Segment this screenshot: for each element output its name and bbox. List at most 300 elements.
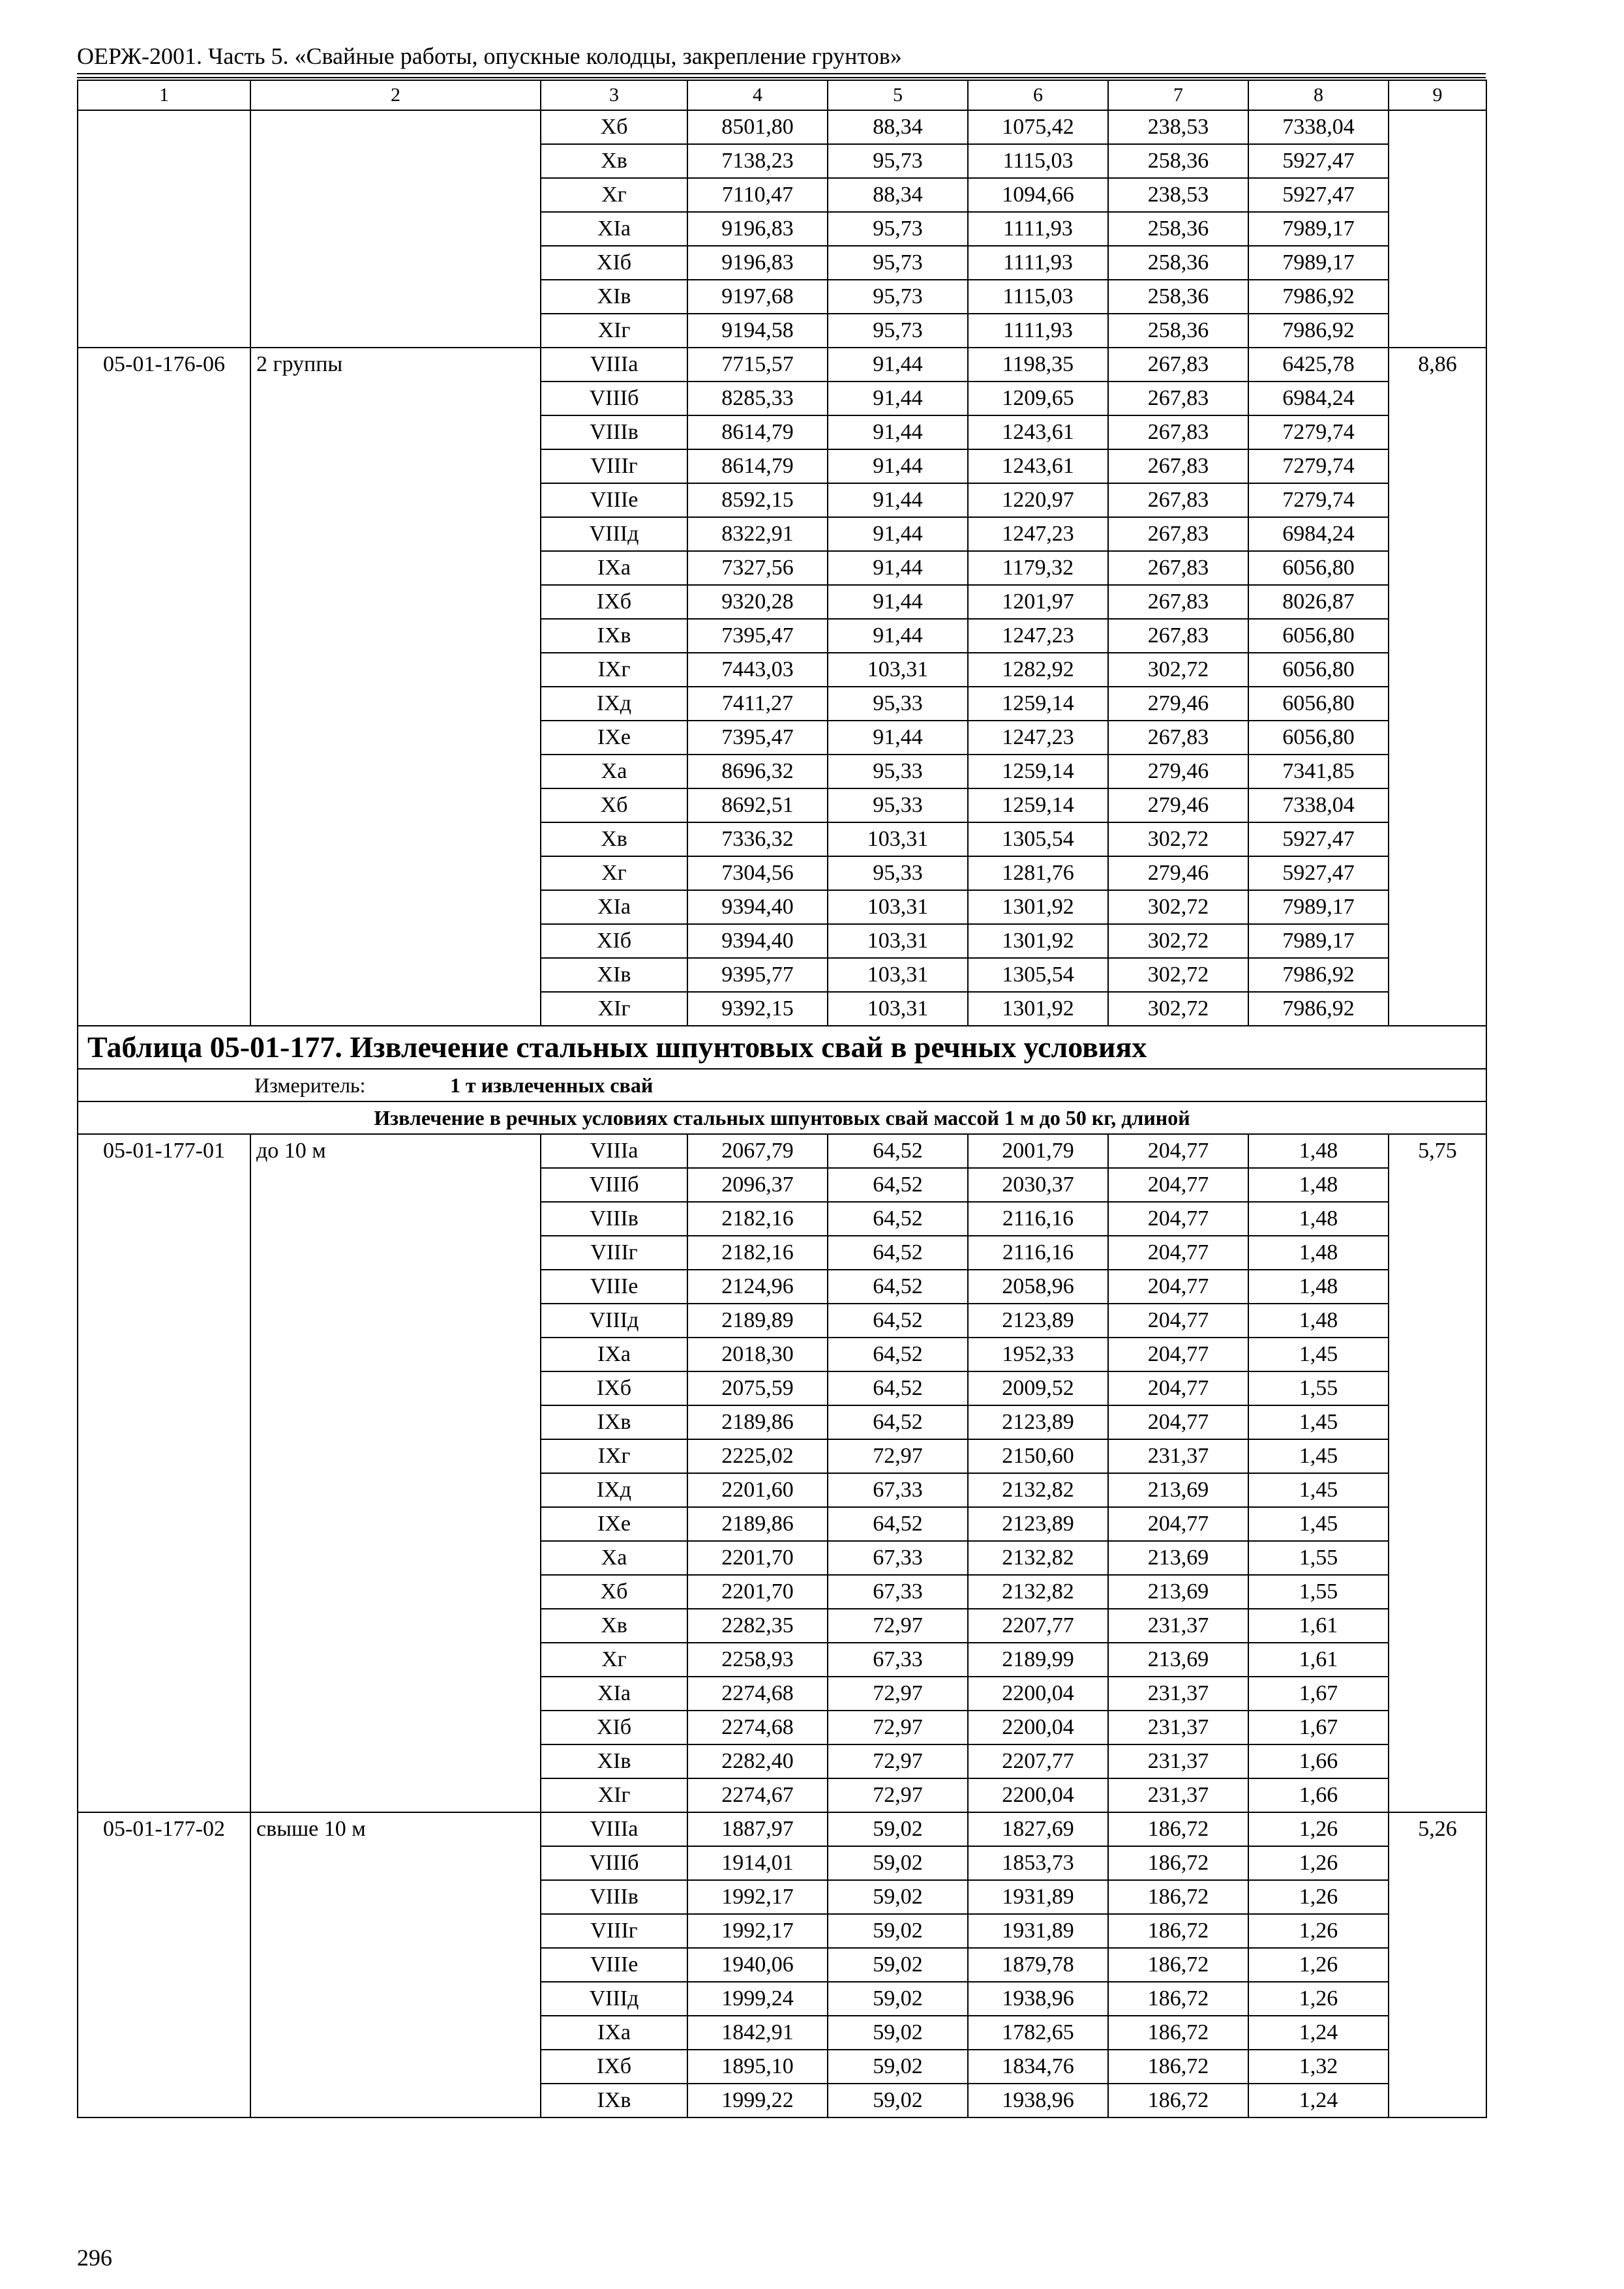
table-cell: XIв: [541, 280, 687, 314]
table-cell: 64,52: [828, 1371, 968, 1405]
table-cell: 6056,80: [1248, 619, 1389, 653]
table-cell: 1,55: [1248, 1541, 1389, 1575]
table-cell: 8614,79: [687, 415, 828, 449]
section-title: Извлечение в речных условиях стальных шпунтовых свай массой 1 м до 50 кг, длиной: [78, 1101, 1486, 1134]
table-cell: 2124,96: [687, 1270, 828, 1304]
table-cell: 1201,97: [968, 585, 1108, 619]
table-cell: 88,34: [828, 110, 968, 144]
table-cell: 7443,03: [687, 653, 828, 687]
table-cell: 1914,01: [687, 1846, 828, 1880]
table-cell: VIIIе: [541, 1948, 687, 1982]
table-cell: 67,33: [828, 1643, 968, 1677]
table-cell: 1,48: [1248, 1236, 1389, 1270]
table-cell: 9196,83: [687, 212, 828, 246]
table-cell: 7989,17: [1248, 890, 1389, 924]
table-cell: 2123,89: [968, 1507, 1108, 1541]
table-cell: 64,52: [828, 1168, 968, 1202]
table-cell: VIIIд: [541, 1304, 687, 1338]
table-cell: 64,52: [828, 1507, 968, 1541]
table-cell: 64,52: [828, 1134, 968, 1168]
table-cell: 64,52: [828, 1304, 968, 1338]
table-cell: 1,67: [1248, 1677, 1389, 1711]
table-cell: 1115,03: [968, 144, 1108, 178]
table-cell: 72,97: [828, 1439, 968, 1473]
table-cell: VIIIв: [541, 1880, 687, 1914]
table-cell: VIIIа: [541, 1812, 687, 1846]
table-cell: Xа: [541, 755, 687, 788]
table-cell: IXа: [541, 1338, 687, 1371]
table-cell: IXб: [541, 2050, 687, 2084]
table-cell: 2009,52: [968, 1371, 1108, 1405]
table-row: [78, 110, 1486, 144]
table-cell: IXе: [541, 721, 687, 755]
table-cell: 91,44: [828, 415, 968, 449]
table-cell: 95,73: [828, 280, 968, 314]
table-cell: 67,33: [828, 1541, 968, 1575]
work-name: [250, 110, 541, 348]
table-cell: 1842,91: [687, 2016, 828, 2050]
table-cell: 231,37: [1108, 1711, 1248, 1744]
table-cell: 1,24: [1248, 2016, 1389, 2050]
table-cell: Xв: [541, 822, 687, 856]
table-cell: 8592,15: [687, 483, 828, 517]
table-cell: VIIIб: [541, 1168, 687, 1202]
table-cell: Xв: [541, 1609, 687, 1643]
table-cell: Xг: [541, 178, 687, 212]
table-cell: 1,45: [1248, 1439, 1389, 1473]
table-cell: 2075,59: [687, 1371, 828, 1405]
column-number: 7: [1108, 80, 1248, 110]
table-cell: 103,31: [828, 924, 968, 958]
rates-table: [77, 80, 1487, 2118]
table-cell: 59,02: [828, 1880, 968, 1914]
labor-value: 5,26: [1389, 1812, 1486, 2117]
measure-value: 1 т извлеченных свай: [450, 1073, 654, 1097]
table-cell: 9320,28: [687, 585, 828, 619]
table-cell: 1940,06: [687, 1948, 828, 1982]
table-cell: 267,83: [1108, 348, 1248, 382]
table-cell: 64,52: [828, 1338, 968, 1371]
table-cell: 213,69: [1108, 1643, 1248, 1677]
column-number: 2: [250, 80, 541, 110]
table-cell: 7989,17: [1248, 924, 1389, 958]
table-cell: 6984,24: [1248, 517, 1389, 551]
table-cell: IXа: [541, 2016, 687, 2050]
table-cell: 1999,22: [687, 2084, 828, 2117]
table-cell: 91,44: [828, 483, 968, 517]
table-cell: 5927,47: [1248, 822, 1389, 856]
table-cell: 204,77: [1108, 1304, 1248, 1338]
table-cell: XIб: [541, 924, 687, 958]
table-cell: 302,72: [1108, 822, 1248, 856]
table-cell: 2116,16: [968, 1202, 1108, 1236]
table-cell: 72,97: [828, 1744, 968, 1778]
table-cell: VIIIв: [541, 1202, 687, 1236]
table-cell: 1094,66: [968, 178, 1108, 212]
table-cell: 213,69: [1108, 1575, 1248, 1609]
table-caption: Таблица 05-01-177. Извлечение стальных шпунтовых свай в речных условиях: [78, 1026, 1486, 1069]
table-cell: 2225,02: [687, 1439, 828, 1473]
table-cell: IXв: [541, 1405, 687, 1439]
table-cell: 2182,16: [687, 1236, 828, 1270]
table-cell: 1782,65: [968, 2016, 1108, 2050]
table-cell: 1,24: [1248, 2084, 1389, 2117]
table-cell: Xа: [541, 1541, 687, 1575]
table-cell: 302,72: [1108, 890, 1248, 924]
measure-label: Измеритель:: [254, 1073, 366, 1097]
table-cell: 72,97: [828, 1609, 968, 1643]
table-cell: XIб: [541, 246, 687, 280]
table-cell: 1259,14: [968, 687, 1108, 721]
table-cell: 2258,93: [687, 1643, 828, 1677]
table-cell: 59,02: [828, 2050, 968, 2084]
table-cell: 279,46: [1108, 687, 1248, 721]
table-cell: 2200,04: [968, 1778, 1108, 1812]
table-cell: 1115,03: [968, 280, 1108, 314]
table-cell: 8501,80: [687, 110, 828, 144]
table-cell: IXг: [541, 1439, 687, 1473]
table-cell: 2001,79: [968, 1134, 1108, 1168]
table-cell: 204,77: [1108, 1202, 1248, 1236]
labor-value: [1389, 110, 1486, 348]
table-cell: 1247,23: [968, 517, 1108, 551]
table-cell: 2182,16: [687, 1202, 828, 1236]
table-cell: 1,45: [1248, 1473, 1389, 1507]
rate-code: 05-01-177-01: [78, 1134, 250, 1812]
table-cell: Xг: [541, 856, 687, 890]
table-cell: 2207,77: [968, 1744, 1108, 1778]
table-cell: 231,37: [1108, 1744, 1248, 1778]
table-cell: 258,36: [1108, 144, 1248, 178]
table-cell: 267,83: [1108, 415, 1248, 449]
table-cell: 7338,04: [1248, 788, 1389, 822]
table-cell: 1,48: [1248, 1202, 1389, 1236]
table-cell: 1,45: [1248, 1338, 1389, 1371]
table-row: [78, 348, 1486, 382]
table-cell: 2189,99: [968, 1643, 1108, 1677]
column-number: 8: [1248, 80, 1389, 110]
table-cell: 231,37: [1108, 1439, 1248, 1473]
table-cell: 1931,89: [968, 1880, 1108, 1914]
table-cell: 2123,89: [968, 1304, 1108, 1338]
table-cell: 95,73: [828, 314, 968, 348]
table-cell: 1,26: [1248, 1812, 1389, 1846]
table-cell: 91,44: [828, 721, 968, 755]
table-cell: 1220,97: [968, 483, 1108, 517]
table-cell: 9395,77: [687, 958, 828, 992]
table-cell: 1992,17: [687, 1914, 828, 1948]
table-cell: 59,02: [828, 1846, 968, 1880]
table-cell: 204,77: [1108, 1371, 1248, 1405]
table-cell: 72,97: [828, 1711, 968, 1744]
table-cell: 7327,56: [687, 551, 828, 585]
table-cell: 1111,93: [968, 212, 1108, 246]
table-cell: 1,61: [1248, 1643, 1389, 1677]
table-cell: 103,31: [828, 822, 968, 856]
table-cell: 91,44: [828, 585, 968, 619]
table-cell: 302,72: [1108, 924, 1248, 958]
table-cell: XIв: [541, 958, 687, 992]
table-cell: 59,02: [828, 1812, 968, 1846]
table-cell: 258,36: [1108, 212, 1248, 246]
table-cell: 2207,77: [968, 1609, 1108, 1643]
table-cell: Xб: [541, 1575, 687, 1609]
table-cell: 2189,89: [687, 1304, 828, 1338]
table-cell: 2150,60: [968, 1439, 1108, 1473]
table-cell: 7986,92: [1248, 992, 1389, 1026]
table-cell: 1,45: [1248, 1405, 1389, 1439]
table-cell: 238,53: [1108, 110, 1248, 144]
table-cell: 7138,23: [687, 144, 828, 178]
table-cell: IXд: [541, 1473, 687, 1507]
table-cell: 91,44: [828, 619, 968, 653]
table-cell: IXб: [541, 585, 687, 619]
header-rule: [77, 73, 1486, 74]
table-cell: 186,72: [1108, 1846, 1248, 1880]
table-cell: 1281,76: [968, 856, 1108, 890]
column-number: 6: [968, 80, 1108, 110]
table-cell: 8614,79: [687, 449, 828, 483]
table-cell: 267,83: [1108, 517, 1248, 551]
table-cell: 2201,70: [687, 1541, 828, 1575]
table-cell: 1,48: [1248, 1304, 1389, 1338]
table-cell: 91,44: [828, 449, 968, 483]
table-cell: 1301,92: [968, 890, 1108, 924]
table-cell: 5927,47: [1248, 856, 1389, 890]
table-cell: 7304,56: [687, 856, 828, 890]
table-cell: 8285,33: [687, 382, 828, 415]
table-cell: 1,26: [1248, 1846, 1389, 1880]
table-cell: 186,72: [1108, 2050, 1248, 2084]
table-cell: 59,02: [828, 1914, 968, 1948]
table-cell: 1,66: [1248, 1744, 1389, 1778]
table-cell: 186,72: [1108, 2084, 1248, 2117]
table-cell: 302,72: [1108, 653, 1248, 687]
table-cell: 267,83: [1108, 551, 1248, 585]
table-cell: 267,83: [1108, 449, 1248, 483]
table-cell: 2096,37: [687, 1168, 828, 1202]
table-cell: 91,44: [828, 551, 968, 585]
table-cell: VIIIг: [541, 449, 687, 483]
table-cell: 2123,89: [968, 1405, 1108, 1439]
table-cell: VIIIг: [541, 1236, 687, 1270]
table-cell: 9392,15: [687, 992, 828, 1026]
table-cell: 1931,89: [968, 1914, 1108, 1948]
table-cell: 279,46: [1108, 856, 1248, 890]
table-cell: 204,77: [1108, 1134, 1248, 1168]
table-cell: 213,69: [1108, 1473, 1248, 1507]
table-cell: 2132,82: [968, 1541, 1108, 1575]
table-cell: 95,33: [828, 755, 968, 788]
table-cell: 1,48: [1248, 1168, 1389, 1202]
table-cell: 1282,92: [968, 653, 1108, 687]
work-name: до 10 м: [250, 1134, 541, 1812]
table-cell: 1111,93: [968, 246, 1108, 280]
table-cell: 2274,68: [687, 1677, 828, 1711]
table-cell: 267,83: [1108, 619, 1248, 653]
table-cell: 2030,37: [968, 1168, 1108, 1202]
table-cell: 7395,47: [687, 619, 828, 653]
table-cell: 9197,68: [687, 280, 828, 314]
table-cell: 95,33: [828, 687, 968, 721]
table-cell: 7986,92: [1248, 280, 1389, 314]
table-cell: 59,02: [828, 2016, 968, 2050]
running-header: ОЕРЖ-2001. Часть 5. «Свайные работы, опускные колодцы, закрепление грунтов»: [77, 43, 902, 69]
table-cell: 1,26: [1248, 1880, 1389, 1914]
table-cell: 1895,10: [687, 2050, 828, 2084]
table-cell: 1,32: [1248, 2050, 1389, 2084]
table-cell: 1247,23: [968, 721, 1108, 755]
table-cell: 6984,24: [1248, 382, 1389, 415]
table-cell: 1,48: [1248, 1134, 1389, 1168]
table-cell: 2018,30: [687, 1338, 828, 1371]
table-cell: 59,02: [828, 2084, 968, 2117]
table-cell: 9394,40: [687, 890, 828, 924]
column-number: 5: [828, 80, 968, 110]
table-cell: 186,72: [1108, 1812, 1248, 1846]
column-number: 1: [78, 80, 250, 110]
table-cell: 2132,82: [968, 1575, 1108, 1609]
table-cell: 1305,54: [968, 822, 1108, 856]
table-cell: 204,77: [1108, 1168, 1248, 1202]
table-cell: 2189,86: [687, 1507, 828, 1541]
table-cell: 258,36: [1108, 314, 1248, 348]
table-cell: 258,36: [1108, 246, 1248, 280]
table-cell: 186,72: [1108, 1914, 1248, 1948]
table-cell: Xб: [541, 110, 687, 144]
table-cell: 8322,91: [687, 517, 828, 551]
table-cell: VIIIд: [541, 517, 687, 551]
table-cell: 103,31: [828, 653, 968, 687]
table-cell: 8026,87: [1248, 585, 1389, 619]
table-cell: 1198,35: [968, 348, 1108, 382]
table-cell: 1209,65: [968, 382, 1108, 415]
labor-value: 5,75: [1389, 1134, 1486, 1812]
table-cell: 7279,74: [1248, 415, 1389, 449]
table-cell: 6425,78: [1248, 348, 1389, 382]
table-cell: 95,33: [828, 856, 968, 890]
table-cell: 1305,54: [968, 958, 1108, 992]
column-number: 3: [541, 80, 687, 110]
table-cell: IXб: [541, 1371, 687, 1405]
table-cell: 2282,35: [687, 1609, 828, 1643]
table-cell: 59,02: [828, 1948, 968, 1982]
table-cell: 8696,32: [687, 755, 828, 788]
table-row: [78, 1134, 1486, 1168]
table-cell: 7715,57: [687, 348, 828, 382]
table-cell: 72,97: [828, 1778, 968, 1812]
rate-code: [78, 110, 250, 348]
table-cell: 95,73: [828, 212, 968, 246]
table-cell: 95,73: [828, 144, 968, 178]
table-cell: 1879,78: [968, 1948, 1108, 1982]
labor-value: 8,86: [1389, 348, 1486, 1026]
table-cell: IXг: [541, 653, 687, 687]
rate-code: 05-01-176-06: [78, 348, 250, 1026]
table-cell: VIIIа: [541, 348, 687, 382]
table-cell: VIIIв: [541, 415, 687, 449]
table-cell: 91,44: [828, 382, 968, 415]
table-cell: VIIIа: [541, 1134, 687, 1168]
table-cell: XIб: [541, 1711, 687, 1744]
table-cell: 204,77: [1108, 1236, 1248, 1270]
table-cell: VIIIе: [541, 483, 687, 517]
table-cell: 204,77: [1108, 1270, 1248, 1304]
table-cell: 2201,60: [687, 1473, 828, 1507]
table-cell: 267,83: [1108, 483, 1248, 517]
table-cell: 1243,61: [968, 415, 1108, 449]
table-cell: 186,72: [1108, 1982, 1248, 2016]
table-cell: 186,72: [1108, 2016, 1248, 2050]
table-cell: 2282,40: [687, 1744, 828, 1778]
table-cell: 258,36: [1108, 280, 1248, 314]
table-cell: 7989,17: [1248, 246, 1389, 280]
table-cell: 9196,83: [687, 246, 828, 280]
table-cell: 95,73: [828, 246, 968, 280]
table-cell: 204,77: [1108, 1507, 1248, 1541]
table-cell: 7279,74: [1248, 483, 1389, 517]
table-cell: 1999,24: [687, 1982, 828, 2016]
table-cell: XIа: [541, 890, 687, 924]
table-cell: 238,53: [1108, 178, 1248, 212]
table-cell: 1179,32: [968, 551, 1108, 585]
table-cell: XIа: [541, 1677, 687, 1711]
table-cell: 231,37: [1108, 1677, 1248, 1711]
table-cell: XIг: [541, 314, 687, 348]
section-title-row: [78, 1101, 1486, 1134]
table-cell: 204,77: [1108, 1338, 1248, 1371]
table-cell: 103,31: [828, 890, 968, 924]
table-cell: 64,52: [828, 1270, 968, 1304]
table-cell: 6056,80: [1248, 551, 1389, 585]
table-cell: 231,37: [1108, 1778, 1248, 1812]
header-rule-double: [77, 77, 1486, 78]
table-cell: 1834,76: [968, 2050, 1108, 2084]
column-number-row: [78, 80, 1486, 110]
table-cell: 1938,96: [968, 2084, 1108, 2117]
table-cell: 1,67: [1248, 1711, 1389, 1744]
table-cell: 103,31: [828, 992, 968, 1026]
table-cell: 1075,42: [968, 110, 1108, 144]
table-cell: 64,52: [828, 1236, 968, 1270]
table-cell: 267,83: [1108, 585, 1248, 619]
table-cell: 2274,68: [687, 1711, 828, 1744]
table-cell: 6056,80: [1248, 653, 1389, 687]
table-cell: Xб: [541, 788, 687, 822]
table-cell: 6056,80: [1248, 721, 1389, 755]
table-cell: 2067,79: [687, 1134, 828, 1168]
table-cell: 1,26: [1248, 1914, 1389, 1948]
table-cell: 88,34: [828, 178, 968, 212]
table-cell: 1,55: [1248, 1371, 1389, 1405]
table-cell: 8692,51: [687, 788, 828, 822]
table-cell: 302,72: [1108, 992, 1248, 1026]
page-number: 296: [77, 2245, 112, 2271]
table-cell: 1952,33: [968, 1338, 1108, 1371]
table-row: [78, 1812, 1486, 1846]
table-cell: 1,45: [1248, 1507, 1389, 1541]
column-number: 4: [687, 80, 828, 110]
table-cell: VIIIд: [541, 1982, 687, 2016]
table-cell: 2189,86: [687, 1405, 828, 1439]
table-cell: 2116,16: [968, 1236, 1108, 1270]
table-cell: 67,33: [828, 1473, 968, 1507]
table-cell: 1,66: [1248, 1778, 1389, 1812]
table-cell: XIг: [541, 1778, 687, 1812]
table-cell: 1853,73: [968, 1846, 1108, 1880]
table-cell: 95,33: [828, 788, 968, 822]
table-cell: XIа: [541, 212, 687, 246]
